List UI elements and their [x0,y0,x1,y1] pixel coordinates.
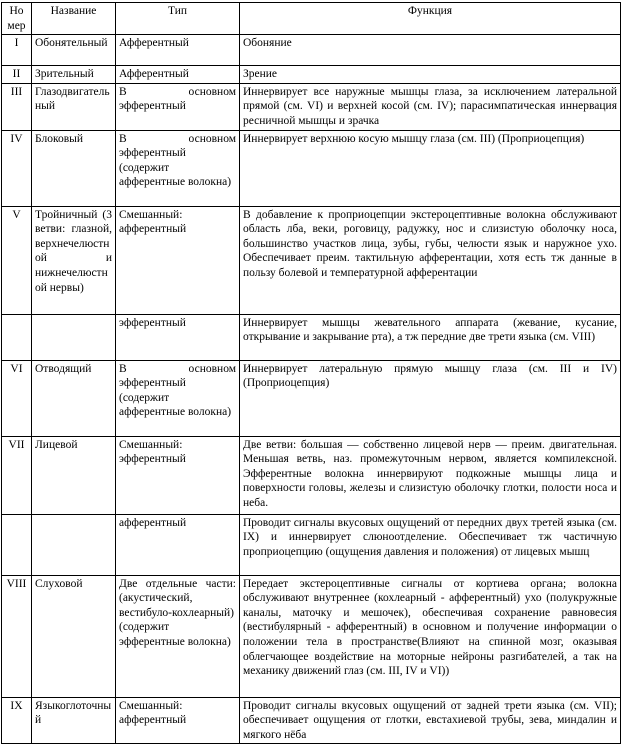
row-type: В основном эфферентный (содержит афферентные волокна) [116,360,240,436]
row-function: Передает экстероцептивные сигналы от кортиева органа; волокна обслуживают внутреннее (кохлеарный - афферентный) ухо (полукружные каналы, маточку и мешочек), обеспечивая сохранение равновесия (вестибулярный - афферентный) в основном и получение информации о положении тела в пространстве(Влияют на спинной мозг, оказывая облегчающее воздействие на моторные нейроны разгибателей, а так на механику движений глаз (см. III, IV и VI)) [240,575,621,697]
row-number: III [2,83,32,130]
row-name: Блоковый [32,130,116,206]
row-type: Афферентный [116,35,240,66]
row-type: Две отдельные части: (акустический, вестибуло-кохлеарный)(содержит эфферентные волокна) [116,575,240,697]
table-row [2,130,621,206]
row-number: VIII [2,575,32,697]
row-function: Обоняние [240,35,621,66]
row-number: IV [2,130,32,206]
row-type: В основном эфферентный (содержит афферентные волокна) [116,130,240,206]
row-function: Две ветви: большая — собственно лицевой нерв — преим. двигательная. Меньшая ветвь, наз. промежуточным нервом, является компилексной. Эфферентные волокна иннервируют подкожные мышцы лица и поверхности головы, железы и слизистую оболочку глотки, полости носа и неба. [240,436,621,514]
row-function: Иннервирует верхнюю косую мышцу глаза (см. III) (Проприоцепция) [240,130,621,206]
row-type: Смешанный: афферентный [116,697,240,744]
row-name: Тройничный (3 ветви: глазной, верхнечелюстной и нижнечелюстной нервы) [32,206,116,314]
row-name: Отводящий [32,360,116,436]
row-name: Слуховой [32,575,116,697]
row-number [2,314,32,360]
row-number: VI [2,360,32,436]
row-type: В основном эфферентный [116,83,240,130]
table-row [2,575,621,697]
row-type: Афферентный [116,66,240,84]
row-name: Языкоглоточный [32,697,116,744]
row-function: Проводит сигналы вкусовых ощущений от задней трети языка (см. VII); обеспечивает ощущения от глотки, евстахиевой трубы, зева, миндалин и мягкого нёба [240,697,621,744]
table-row [2,35,621,66]
row-number: VII [2,436,32,514]
table-row [2,66,621,84]
row-name [32,514,116,575]
row-function: Проводит сигналы вкусовых ощущений от передних двух третей языка (см. IX) и иннервирует слюноотделение. Обеспечивает тж частичную проприоцепцию (ощущения давления и положения) от лицевых мышц [240,514,621,575]
header-type: Тип [116,3,240,35]
row-number: I [2,35,32,66]
row-name: Лицевой [32,436,116,514]
row-name: Зрительный [32,66,116,84]
table-row [2,206,621,314]
row-function: Иннервирует все наружные мышцы глаза, за исключением латеральной прямой (см. VI) и верхней косой (см. IV); парасимпатическая иннервация ресничной мышцы и зрачка [240,83,621,130]
row-type: афферентный [116,514,240,575]
row-type: Смешанный: афферентный [116,206,240,314]
row-type: Смешанный: эфферентный [116,436,240,514]
table-header-row [2,3,621,35]
table-row [2,514,621,575]
row-name: Обонятельный [32,35,116,66]
row-function: В добавление к проприоцепции экстероцептивные волокна обслуживают область лба, веки, роговицу, радужку, нос и слизистую оболочку носа, большинство участков лица, зубы, губы, челюсти язык и наружное ухо. Обеспечивает преим. тактильную афферентации, хотя есть тж данные в пользу болевой и температурной афферентации [240,206,621,314]
cranial-nerves-table [1,2,621,744]
table-row [2,314,621,360]
header-name: Название [32,3,116,35]
table-row [2,83,621,130]
row-function: Иннервирует мышцы жевательного аппарата (жевание, кусание, открывание и закрывание рта), а тж передние две трети языка (см. VIII) [240,314,621,360]
row-name: Глазодвигательный [32,83,116,130]
table-row [2,360,621,436]
row-number [2,514,32,575]
row-type: эфферентный [116,314,240,360]
row-name [32,314,116,360]
row-number: V [2,206,32,314]
row-function: Зрение [240,66,621,84]
table-row [2,436,621,514]
row-function: Иннервирует латеральную прямую мышцу глаза (см. III и IV) (Проприоцепция) [240,360,621,436]
row-number: II [2,66,32,84]
header-number: Но мер [2,3,32,35]
table-row [2,697,621,744]
row-number: IX [2,697,32,744]
header-function: Функция [240,3,621,35]
